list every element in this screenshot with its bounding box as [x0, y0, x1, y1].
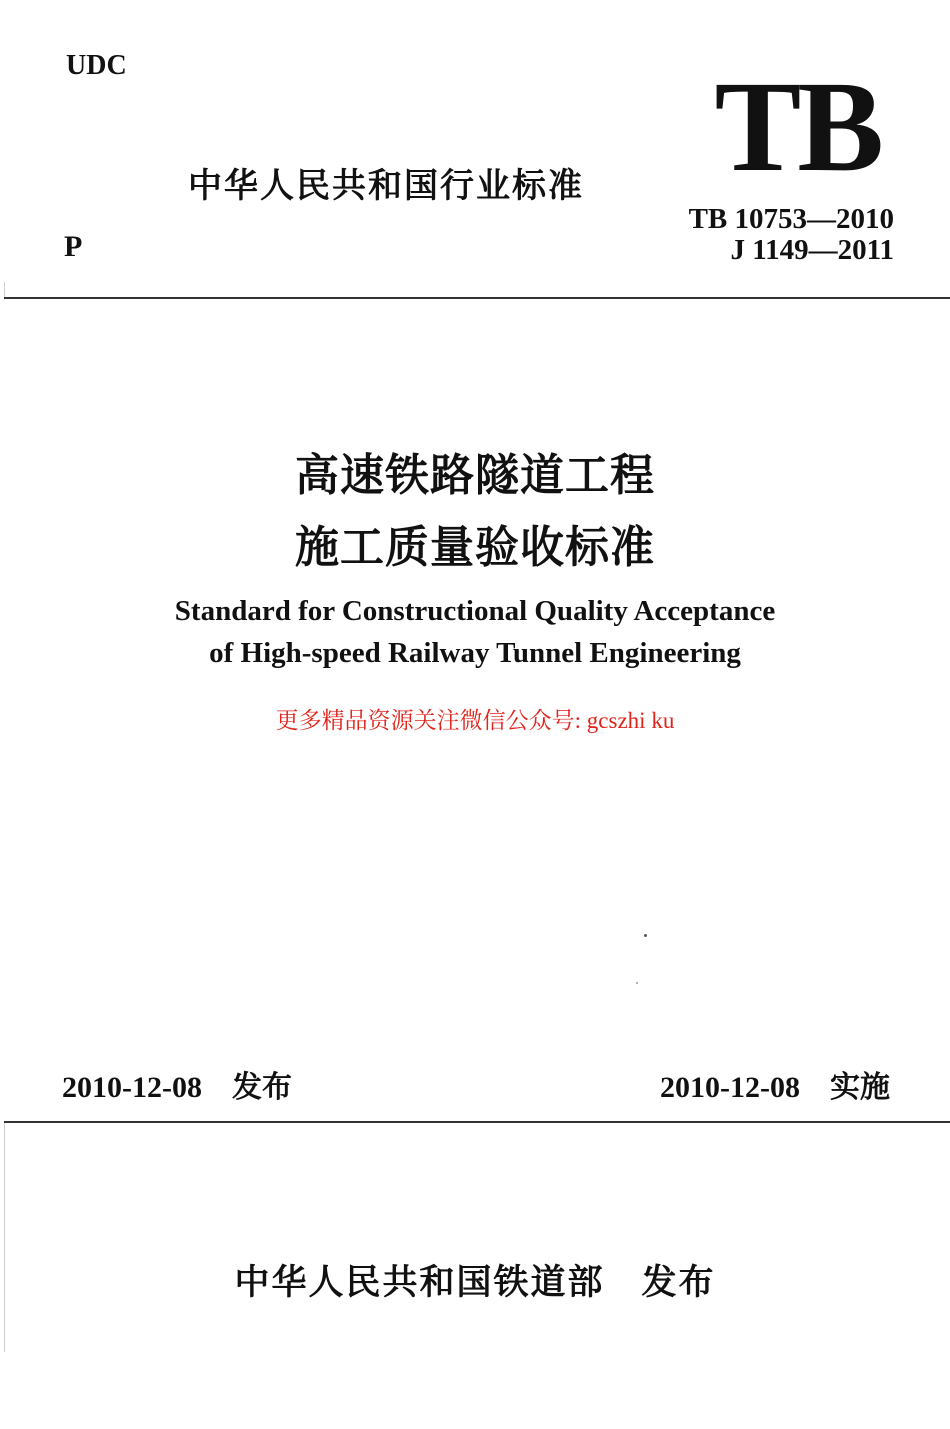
standard-codes [689, 204, 894, 266]
title-en-line2: of High-speed Railway Tunnel Engineering [209, 637, 741, 669]
scan-speck [636, 982, 638, 984]
promo-watermark: 更多精品资源关注微信公众号: gcszhi ku [275, 708, 675, 733]
issue-date: 2010-12-08 [62, 1071, 202, 1104]
title-chinese [0, 440, 950, 584]
left-edge-line [4, 282, 5, 298]
issue-date-block [62, 1062, 292, 1106]
issue-label: 发布 [231, 1070, 292, 1105]
publisher: 中华人民共和国铁道部 发布 [234, 1263, 716, 1303]
standard-code-primary: TB 10753—2010 [688, 203, 894, 235]
implement-date: 2010-12-08 [660, 1071, 800, 1104]
title-en-line1: Standard for Constructional Quality Acceptance [174, 595, 776, 627]
tb-logo: TB [714, 55, 880, 199]
industry-standard-label: 中华人民共和国行业标准 [188, 166, 584, 206]
bottom-divider [4, 1121, 950, 1123]
classification-code: P [64, 230, 83, 263]
standard-code-secondary: J 1149—2011 [730, 234, 894, 266]
title-cn-line2: 施工质量验收标准 [295, 522, 655, 573]
title-cn-line1: 高速铁路隧道工程 [295, 450, 655, 501]
scan-speck [644, 934, 647, 937]
title-english [0, 590, 950, 674]
left-edge-line-lower [4, 1122, 5, 1352]
top-divider [4, 297, 950, 299]
implement-date-block [660, 1062, 890, 1106]
udc-label: UDC [66, 50, 127, 81]
implement-label: 实施 [830, 1070, 890, 1105]
